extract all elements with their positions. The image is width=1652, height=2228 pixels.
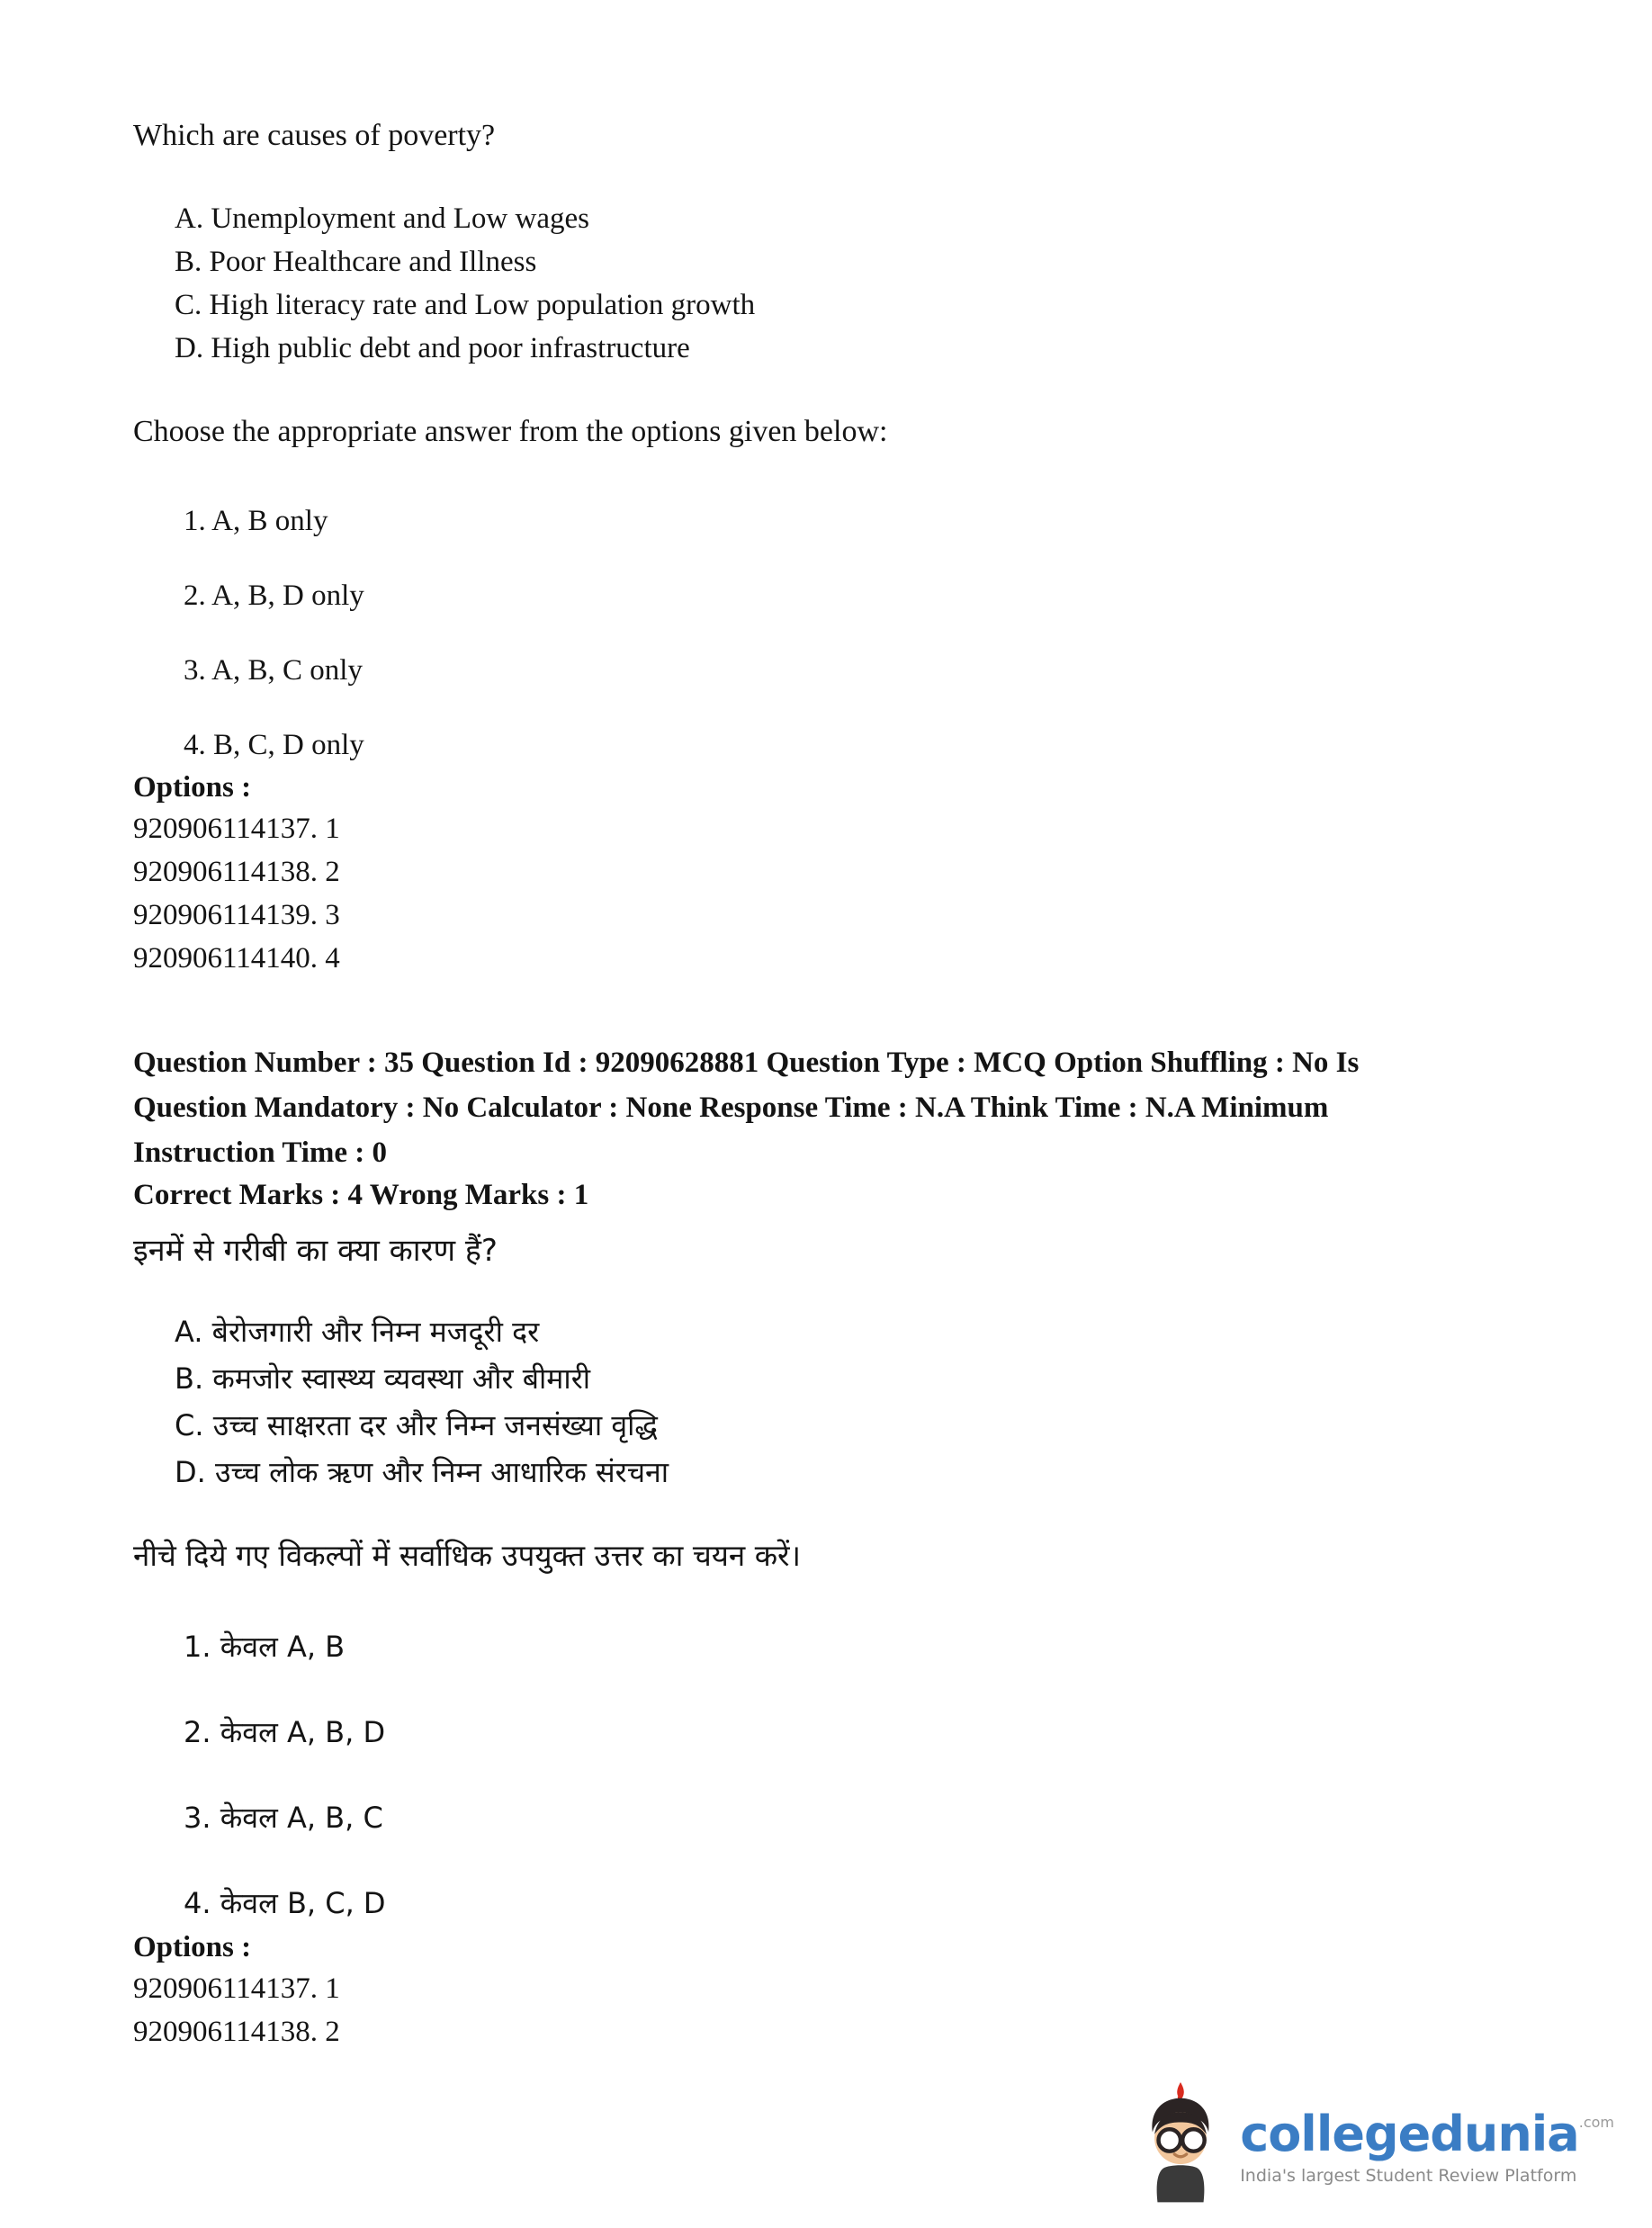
option-1-hindi: 1. केवल A, B — [184, 1629, 346, 1664]
choices-hindi — [175, 1309, 1598, 1496]
option-3-english: 3. A, B, C only — [184, 654, 363, 687]
choice-b-hindi: B. कमजोर स्वास्थ्य व्यवस्था और बीमारी — [175, 1361, 591, 1397]
option-id-list-2 — [133, 1968, 1598, 2054]
choice-c-hindi: C. उच्च साक्षरता दर और निम्न जनसंख्या वृद्धि — [175, 1408, 658, 1443]
instruction-english: Choose the appropriate answer from the options given below: — [133, 415, 888, 449]
brand-name: collegedunia — [1240, 2105, 1579, 2162]
choices-english — [175, 198, 1598, 370]
option-id-list-1 — [133, 808, 1598, 980]
option-1-english: 1. A, B only — [184, 505, 328, 538]
option-4-hindi: 4. केवल B, C, D — [184, 1885, 386, 1920]
question-text-english: Which are causes of poverty? — [133, 119, 496, 152]
numbered-options-hindi — [133, 1627, 1598, 1922]
marks-line: Correct Marks : 4 Wrong Marks : 1 — [133, 1179, 589, 1212]
option-id: 920906114140. 4 — [133, 941, 340, 975]
option-3-hindi: 3. केवल A, B, C — [184, 1800, 383, 1835]
collegedunia-logo — [1136, 2080, 1614, 2215]
metadata-line: Instruction Time : 0 — [133, 1136, 388, 1170]
metadata-line: Question Mandatory : No Calculator : None Response Time : N.A Think Time : N.A Minimum — [133, 1091, 1329, 1124]
option-id: 920906114137. 1 — [133, 1972, 340, 2005]
numbered-options-english — [133, 505, 1598, 762]
choice-a-hindi: A. बेरोजगारी और निम्न मजदूरी दर — [175, 1315, 540, 1350]
option-2-hindi: 2. केवल A, B, D — [184, 1714, 386, 1749]
logo-text-block — [1240, 2105, 1614, 2186]
option-2-english: 2. A, B, D only — [184, 579, 364, 613]
collegedunia-mascot-icon — [1136, 2080, 1226, 2215]
option-id: 920906114137. 1 — [133, 813, 340, 846]
question-text-hindi: इनमें से गरीबी का क्या कारण हैं? — [133, 1233, 498, 1270]
option-id: 920906114138. 2 — [133, 856, 340, 889]
brand-tld: .com — [1578, 2113, 1614, 2131]
brand-tagline: India's largest Student Review Platform — [1240, 2165, 1577, 2186]
instruction-hindi: नीचे दिये गए विकल्पों में सर्वाधिक उपयुक्त उत्तर का चयन करें। — [133, 1537, 802, 1573]
choice-a-english: A. Unemployment and Low wages — [175, 202, 589, 235]
brand-row — [1240, 2105, 1614, 2162]
metadata-line: Question Number : 35 Question Id : 92090628881 Question Type : MCQ Option Shuffling : No Is — [133, 1046, 1360, 1079]
choice-b-english: B. Poor Healthcare and Illness — [175, 245, 537, 278]
options-heading-1: Options : — [133, 771, 252, 804]
choice-d-english: D. High public debt and poor infrastructure — [175, 331, 690, 364]
choice-c-english: C. High literacy rate and Low population growth — [175, 288, 756, 321]
option-id: 920906114139. 3 — [133, 899, 340, 932]
option-id: 920906114138. 2 — [133, 2015, 340, 2048]
option-4-english: 4. B, C, D only — [184, 729, 364, 762]
options-heading-2: Options : — [133, 1930, 252, 1963]
question-metadata — [133, 1044, 1598, 1172]
choice-d-hindi: D. उच्च लोक ऋण और निम्न आधारिक संरचना — [175, 1454, 669, 1489]
